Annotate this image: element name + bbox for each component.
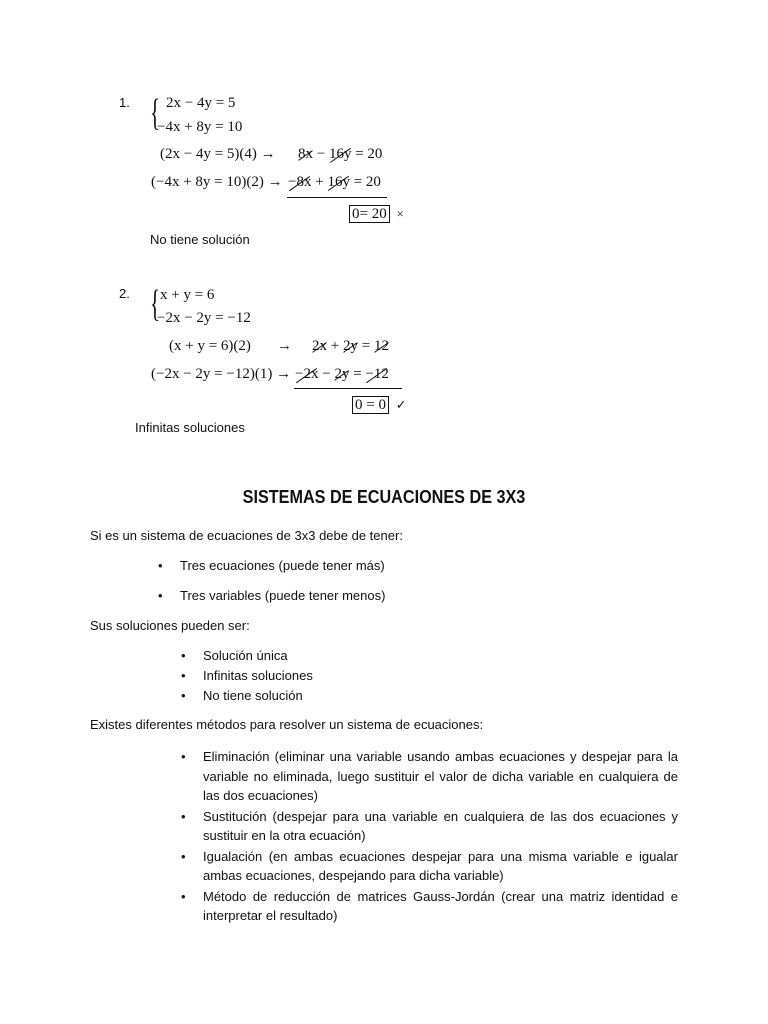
- list-item-text: Tres ecuaciones (puede tener más): [180, 558, 385, 573]
- equals-sign: =: [349, 366, 366, 382]
- bullet: •: [181, 688, 186, 703]
- p1-result: [349, 206, 404, 223]
- p2-step-2-left: (−2x − 2y = −12)(1) →: [151, 366, 292, 382]
- bullet: •: [158, 558, 163, 573]
- cancelled-term: 16y: [327, 174, 350, 190]
- list-item: [181, 747, 678, 806]
- sum-rule: [287, 197, 387, 198]
- list-item-text: Eliminación (eliminar una variable usando ambas ecuaciones y despejar para la variable no eliminada, luego sustituir el valor de dicha variable en cualquiera de las dos ecuaciones): [203, 749, 678, 803]
- operator: +: [311, 174, 328, 190]
- p1-conclusion: No tiene solución: [150, 232, 250, 247]
- p1-system-line-1: 2x − 4y = 5: [166, 95, 236, 111]
- bullet: •: [181, 808, 186, 824]
- list-item-text: No tiene solución: [203, 688, 303, 703]
- bullet: •: [181, 848, 186, 864]
- system-brace: {: [150, 92, 161, 134]
- operator: +: [327, 338, 343, 354]
- list-item: [181, 807, 678, 846]
- methods-list: [181, 747, 678, 927]
- equals-sign: =: [357, 338, 374, 354]
- bullet: •: [181, 888, 186, 904]
- list-item-text: Método de reducción de matrices Gauss-Jordán (crear una matriz identidad e interpretar el resultado): [203, 888, 678, 923]
- check-icon: ✓: [395, 397, 407, 412]
- equation-rhs: = 20: [351, 146, 383, 162]
- list-item: [181, 686, 581, 706]
- list-item: [181, 847, 678, 886]
- p2-result: [352, 397, 407, 414]
- p2-step-1-right: [312, 338, 389, 355]
- p2-conclusion: Infinitas soluciones: [135, 420, 245, 435]
- solutions-heading: Sus soluciones pueden ser:: [90, 618, 250, 633]
- equation-rhs: = 20: [349, 174, 381, 190]
- operator: −: [313, 146, 329, 162]
- sum-rule: [294, 388, 402, 389]
- p2-step-2-right: [295, 366, 389, 383]
- section-title: SISTEMAS DE ECUACIONES DE 3X3: [242, 487, 526, 507]
- cancelled-term: 12: [373, 338, 389, 354]
- requirements-list: [158, 556, 558, 606]
- bullet: •: [181, 749, 186, 764]
- list-item-text: Igualación (en ambas ecuaciones despejar para una misma variable e igualar ambas ecuaciones, despejando para dicha variable): [203, 848, 678, 883]
- problem-1-number: 1.: [119, 95, 130, 110]
- cross-icon: ×: [396, 206, 404, 221]
- cancelled-term: −8x: [288, 174, 312, 190]
- intro-paragraph: Si es un sistema de ecuaciones de 3x3 debe de tener:: [90, 528, 403, 543]
- methods-heading: Existes diferentes métodos para resolver un sistema de ecuaciones:: [90, 717, 484, 732]
- p2-system-line-1: x + y = 6: [160, 287, 215, 303]
- result-box: 0= 20: [349, 205, 390, 223]
- list-item: [181, 666, 581, 686]
- p1-step-2-right: [288, 174, 381, 191]
- p2-step-1-left: (x + y = 6)(2): [169, 338, 251, 354]
- bullet: •: [158, 588, 163, 603]
- p1-step-1-right: [298, 146, 382, 163]
- solutions-list: [181, 646, 581, 706]
- list-item-text: Sustitución (despejar para una variable en cualquiera de las dos ecuaciones y sustituir en la otra ecuación): [203, 808, 678, 843]
- list-item-text: Tres variables (puede tener menos): [180, 588, 386, 603]
- p1-system-line-2: −4x + 8y = 10: [157, 119, 243, 135]
- p1-step-1-left: (2x − 4y = 5)(4) →: [160, 146, 276, 162]
- cancelled-term: −2x: [295, 366, 319, 382]
- list-item-text: Infinitas soluciones: [203, 668, 313, 683]
- cancelled-term: 2y: [342, 338, 358, 354]
- bullet: •: [181, 668, 186, 683]
- list-item: [181, 887, 678, 926]
- list-item: [158, 586, 558, 606]
- cancelled-term: 2x: [312, 338, 327, 354]
- cancelled-term: 8x: [298, 146, 313, 162]
- p2-system-line-2: −2x − 2y = −12: [157, 310, 251, 326]
- result-box: 0 = 0: [352, 396, 389, 414]
- system-brace: {: [150, 283, 161, 325]
- list-item: [158, 556, 558, 576]
- cancelled-term: −12: [365, 366, 389, 382]
- p1-step-2-left: (−4x + 8y = 10)(2) →: [151, 174, 283, 190]
- cancelled-term: 16y: [328, 146, 352, 162]
- p2-step-1-arrow: →: [277, 338, 292, 354]
- operator: −: [318, 366, 335, 382]
- list-item-text: Solución única: [203, 648, 288, 663]
- problem-2-number: 2.: [119, 286, 130, 301]
- bullet: •: [181, 648, 186, 663]
- cancelled-term: 2y: [334, 366, 350, 382]
- list-item: [181, 646, 581, 666]
